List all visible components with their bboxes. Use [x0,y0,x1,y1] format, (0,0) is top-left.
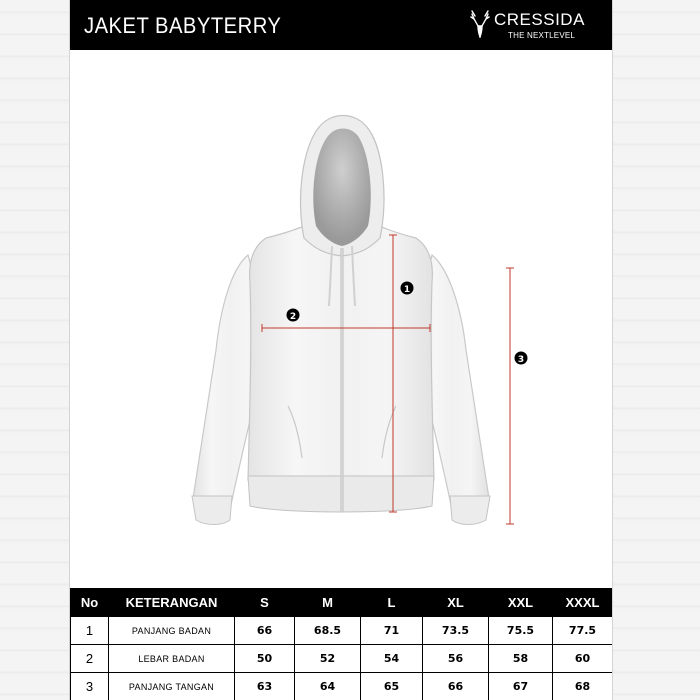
cell-l: 65 [361,673,423,700]
product-title: JAKET BABYTERRY [84,13,282,38]
cell-l: 54 [361,645,423,673]
header-size-l: L [361,589,423,617]
cell-xxxl: 60 [553,645,613,673]
hoodie-illustration [70,50,612,588]
table-header-row [71,589,613,617]
marker-3 [515,352,528,366]
row-number: 1 [71,617,109,645]
cell-m: 52 [295,645,361,673]
size-chart-card [70,0,612,700]
header-size-s: S [235,589,295,617]
header-no: No [71,589,109,617]
brand-name: CRESSIDA [494,10,585,29]
cell-xxxl: 77.5 [553,617,613,645]
marker-3-label: 3 [517,355,525,365]
row-description: PANJANG BADAN [109,617,235,645]
marker-1-label: 1 [403,285,411,295]
cell-l: 71 [361,617,423,645]
hoodie-icon [192,116,490,525]
brand-tagline: THE NEXTLEVEL [508,31,576,40]
header-size-xxxl: XXXL [553,589,613,617]
header-size-xxl: XXL [489,589,553,617]
cell-m: 68.5 [295,617,361,645]
cell-s: 66 [235,617,295,645]
cell-s: 50 [235,645,295,673]
row-number: 3 [71,673,109,700]
cell-xxl: 75.5 [489,617,553,645]
cell-s: 63 [235,673,295,700]
size-table [70,588,612,700]
table-row [71,617,613,645]
cell-xxl: 67 [489,673,553,700]
cell-m: 64 [295,673,361,700]
marker-2-label: 2 [289,312,297,322]
header-keterangan: KETERANGAN [109,589,235,617]
header-size-xl: XL [423,589,489,617]
cell-xl: 66 [423,673,489,700]
cell-xxxl: 68 [553,673,613,700]
deer-icon [470,8,490,38]
header-size-m: M [295,589,361,617]
header-bar [70,0,612,50]
cell-xxl: 58 [489,645,553,673]
cell-xl: 73.5 [423,617,489,645]
table-row [71,645,613,673]
row-description: LEBAR BADAN [109,645,235,673]
row-number: 2 [71,645,109,673]
row-description: PANJANG TANGAN [109,673,235,700]
table-row [71,673,613,700]
cell-xl: 56 [423,645,489,673]
brand-block [470,8,590,44]
